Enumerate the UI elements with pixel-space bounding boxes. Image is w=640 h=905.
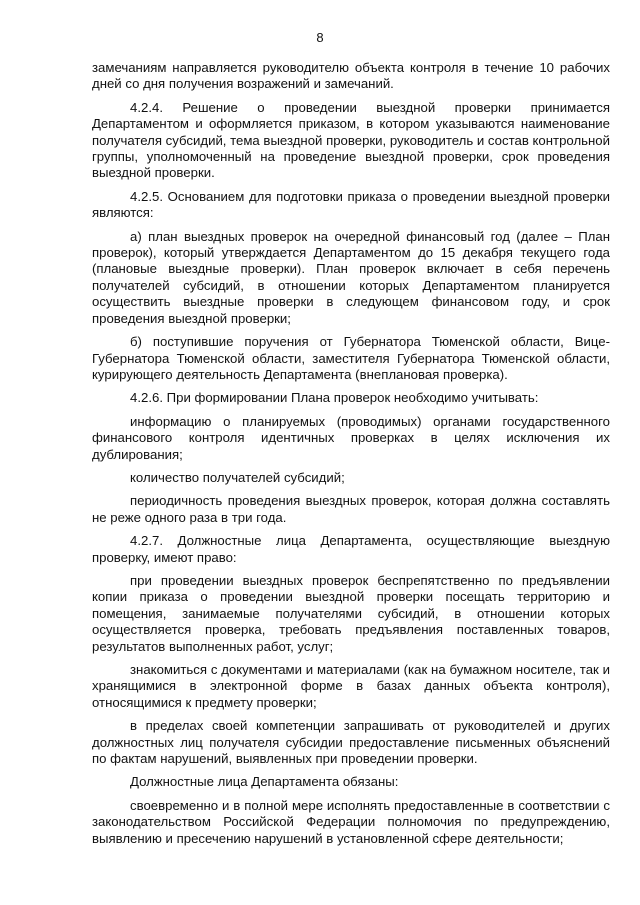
paragraph-consider-frequency: периодичность проведения выездных проверок, которая должна составлять не реже одного раза в три года. bbox=[92, 493, 610, 525]
paragraph-item-a: а) план выездных проверок на очередной финансовый год (далее – План проверок), который утверждается Департаментом до 15 декабря текущего года (плановые выездные проверки). План проверок включает в себя перечень получателей субсидий, в отношении которых Департаментом планируется осуществить выездные проверки в следующем финансовом году, и срок проведения выездной проверки; bbox=[92, 228, 610, 326]
paragraph-4-2-5: 4.2.5. Основанием для подготовки приказа о проведении выездной проверки являются: bbox=[92, 188, 610, 221]
paragraph-right-explanations: в пределах своей компетенции запрашивать от руководителей и других должностных лиц получателя субсидии предоставление письменных объяснений по фактам нарушений, выявленных при проведении проверки. bbox=[92, 718, 610, 767]
paragraph-obligations-heading: Должностные лица Департамента обязаны: bbox=[130, 774, 399, 790]
paragraph-right-documents: знакомиться с документами и материалами (как на бумажном носителе, так и хранящимися в электронной форме в базах данных объекта контроля), относящимися к предмету проверки; bbox=[92, 662, 610, 710]
paragraph-4-2-4: 4.2.4. Решение о проведении выездной проверки принимается Департаментом и оформляется приказом, в котором указываются наименование получателя субсидий, тема выездной проверки, руководитель и состав контрольной группы, уполномоченный на проведение выездной проверки, срок проведения выездной проверки. bbox=[92, 99, 610, 181]
paragraph-consider-info: информацию о планируемых (проводимых) органами государственного финансового контроля идентичных проверках в целях исключения их дублирования; bbox=[92, 413, 610, 462]
paragraph-continuation: замечаниям направляется руководителю объекта контроля в течение 10 рабочих дней со дня получения возражений и замечаний. bbox=[92, 60, 610, 92]
paragraph-item-b: б) поступившие поручения от Губернатора Тюменской области, Вице-Губернатора Тюменской области, заместителя Губернатора Тюменской области, курирующего деятельность Департамента (внеплановая проверка). bbox=[92, 334, 610, 382]
paragraph-4-2-7: 4.2.7. Должностные лица Департамента, осуществляющие выездную проверку, имеют право: bbox=[92, 533, 610, 565]
page-number: 8 bbox=[316, 30, 324, 45]
paragraph-consider-count: количество получателей субсидий; bbox=[130, 469, 345, 485]
paragraph-obligation-timely: своевременно и в полной мере исполнять предоставленные в соответствии с законодательством Российской Федерации полномочия по предупреждению, выявлению и пресечению нарушений в установленной сфере деятельности; bbox=[92, 797, 610, 846]
paragraph-4-2-6: 4.2.6. При формировании Плана проверок необходимо учитывать: bbox=[130, 390, 539, 406]
document-body bbox=[92, 60, 610, 854]
paragraph-right-visit: при проведении выездных проверок беспрепятственно по предъявлении копии приказа о проведении выездной проверки посещать территорию и помещения, занимаемые получателями субсидий, в отношении которых осуществляется проверка, требовать предъявления поставленных товаров, результатов выполненных работ, услуг; bbox=[92, 572, 610, 654]
